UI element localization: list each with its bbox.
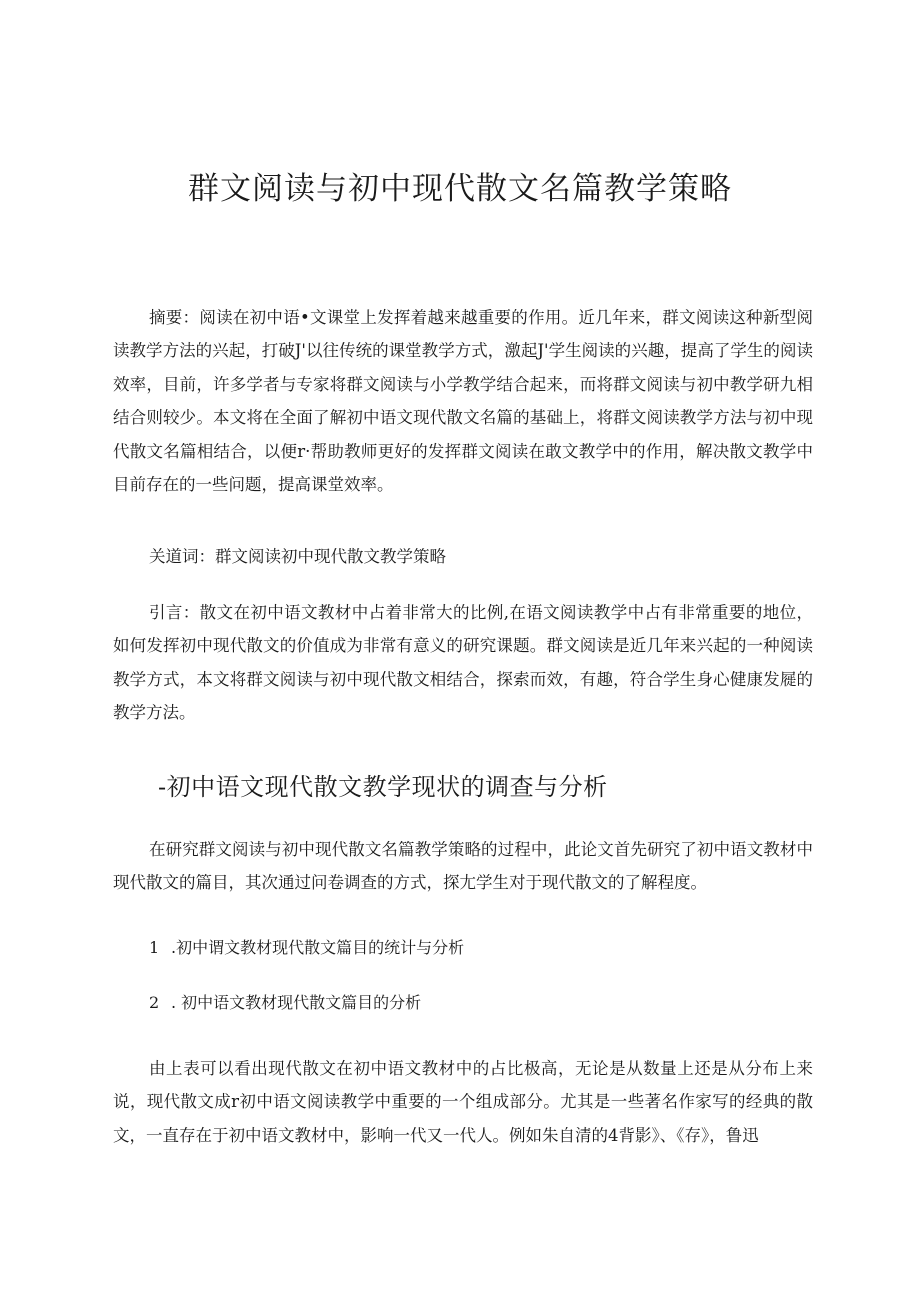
- section-intro-paragraph: 在研究群文阅读与初中现代散文名篇教学策略的过程中，此论文首先研究了初中语文教材中现代散文的篇目，其次通过问卷调查的方式，探尢学生对于现代散文的了解程度。: [113, 840, 813, 893]
- list-item-number: 2: [149, 993, 160, 1012]
- list-item-number: 1: [149, 938, 160, 957]
- list-item-text: .初中谓文教材现代散文篇目的统计与分析: [171, 938, 465, 957]
- list-item: [149, 935, 464, 958]
- body-paragraph: 由上表可以看出现代散文在初中语文教材中的占比极高，无论是从数量上还是从分布上来说，现代散文成r初中语文阅读教学中重要的一个组成部分。尤其是一些著名作家写的经典的散文，一直存在于初中语文教材中，影响一代又一代人。例如朱自清的4背影》、《存》，鲁迅: [113, 1059, 813, 1145]
- document-title: 群文阅读与初中现代散文名篇教学策略: [188, 171, 732, 207]
- keywords-paragraph: 关道词：群文阅读初中现代散文教学策略: [149, 547, 446, 566]
- section-heading: -初中语文现代散文教学现状的调查与分析: [158, 773, 608, 801]
- abstract-paragraph: 摘要：阅读在初中语•文课堂上发挥着越来越重要的作用。近几年来，群文阅读这种新型阅读教学方法的兴起，打破J'以往传统的课堂教学方式，激起J'学生阅读的兴趣，提高了学生的阅读效率，目前，许多学者与专家将群文阅读与小学教学结合起来，而将群文阅读与初中教学研九相结合则较少。本文将在全面了解初中语文现代散文名篇的基础上，将群文阅读教学方法与初中现代散文名篇相结合，以便r·帮助教师更好的发挥群文阅读在敢文教学中的作用，解决散文教学中目前存在的一些问题，提高课堂效率。: [113, 308, 813, 495]
- list-item-text: . 初中语文教材现代散文篇目的分析: [171, 993, 422, 1012]
- list-item: [149, 990, 421, 1013]
- introduction-paragraph: 引言：散文在初中语文教材中占着非常大的比例,在语文阅读教学中占有非常重要的地位，如何发挥初中现代散文的价值成为非常有意义的研究课题。群文阅读是近几年来兴起的一种阅读教学方式，本文将群文阅读与初中现代散文相结合，探索而效，有趣，符合学生身心健康发屣的教学方法。: [113, 603, 813, 723]
